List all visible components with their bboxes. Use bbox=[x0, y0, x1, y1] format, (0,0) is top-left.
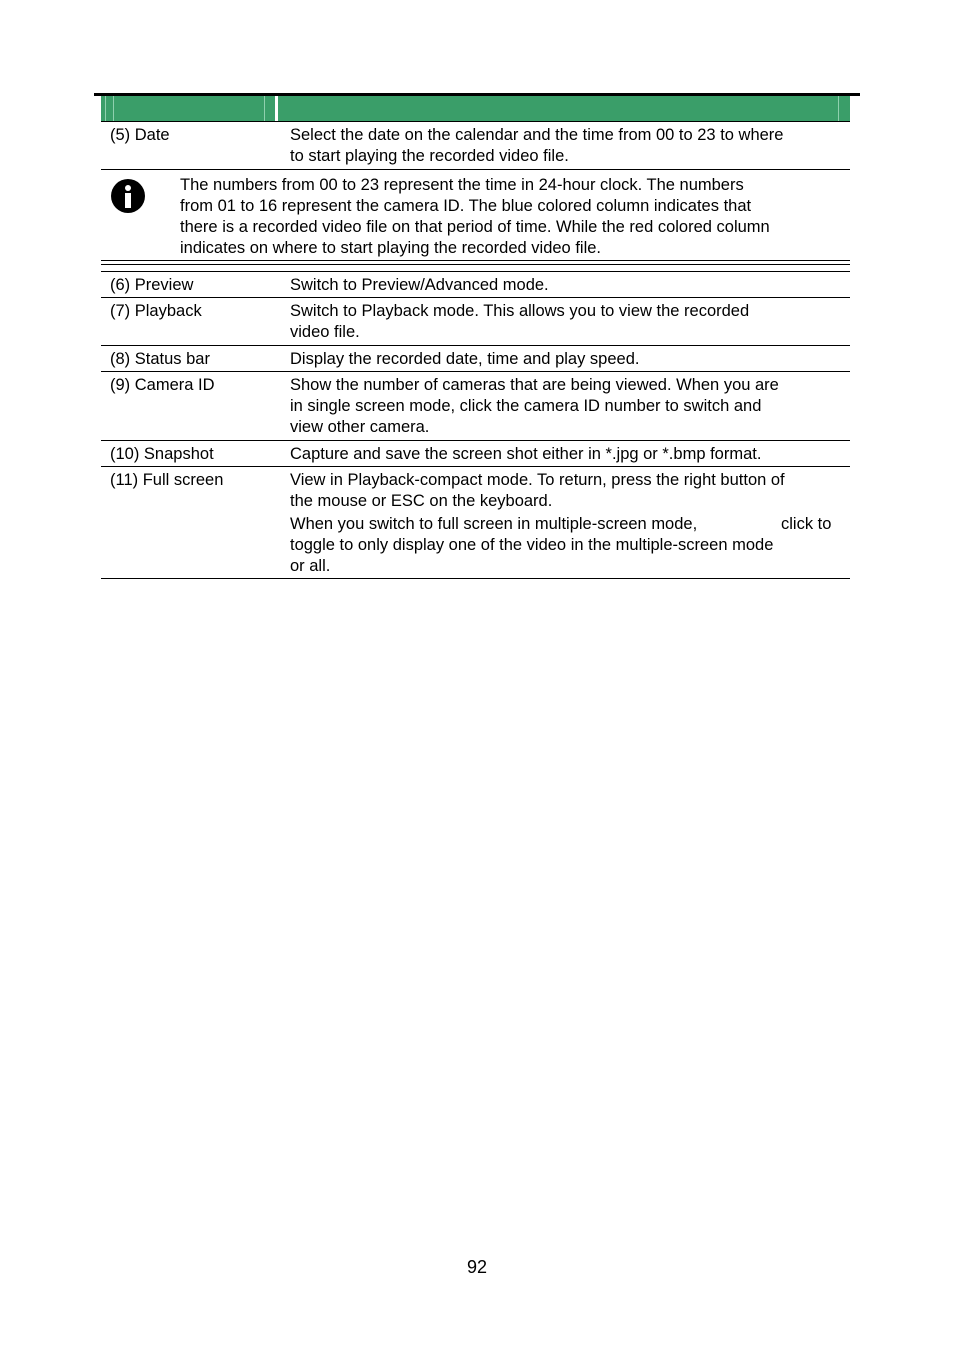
row-desc-snapshot bbox=[290, 444, 842, 465]
row-label-snapshot: (10) Snapshot bbox=[110, 445, 214, 463]
header-column-divider bbox=[275, 96, 278, 121]
row-divider bbox=[101, 169, 850, 170]
desc-line: in single screen mode, click the camera ID number to switch and bbox=[290, 397, 762, 415]
desc-line: Capture and save the screen shot either in *.jpg or *.bmp format. bbox=[290, 445, 762, 463]
row-label-full-screen: (11) Full screen bbox=[110, 471, 224, 489]
desc-line: Switch to Preview/Advanced mode. bbox=[290, 276, 549, 294]
desc-line: view other camera. bbox=[290, 418, 430, 436]
desc-line: Select the date on the calendar and the time from 00 to 23 to where bbox=[290, 126, 784, 144]
header-divider bbox=[113, 96, 114, 121]
header-divider bbox=[264, 96, 265, 121]
note-text bbox=[180, 175, 845, 259]
row-label-date: (5) Date bbox=[110, 126, 170, 144]
row-label-playback: (7) Playback bbox=[110, 302, 202, 320]
desc-line: Display the recorded date, time and play speed. bbox=[290, 350, 640, 368]
desc-line: to start playing the recorded video file. bbox=[290, 147, 569, 165]
info-icon-stem bbox=[125, 193, 131, 208]
row-desc-preview bbox=[290, 275, 842, 296]
row-divider bbox=[101, 440, 850, 441]
desc-line: or all. bbox=[290, 557, 331, 575]
info-icon-dot bbox=[125, 185, 131, 191]
row-label-preview: (6) Preview bbox=[110, 276, 194, 294]
header-divider bbox=[105, 96, 106, 121]
note-line: from 01 to 16 represent the camera ID. The blue colored column indicates that bbox=[180, 197, 752, 215]
desc-line: View in Playback-compact mode. To return, press the right button of bbox=[290, 471, 785, 489]
row-label-camera-id: (9) Camera ID bbox=[110, 376, 215, 394]
table-bottom-rule bbox=[101, 578, 850, 579]
row-divider bbox=[101, 121, 850, 122]
note-line: The numbers from 00 to 23 represent the time in 24-hour clock. The numbers bbox=[180, 176, 744, 194]
header-divider bbox=[838, 96, 839, 121]
row-desc-camera-id bbox=[290, 375, 842, 438]
table-header bbox=[101, 96, 850, 121]
row-desc-full-screen bbox=[290, 470, 842, 577]
row-divider bbox=[101, 345, 850, 346]
row-label-status-bar: (8) Status bar bbox=[110, 350, 210, 368]
desc-line-with-icon-gap bbox=[290, 514, 842, 535]
row-desc-playback bbox=[290, 301, 842, 343]
desc-line: video file. bbox=[290, 323, 360, 341]
row-divider bbox=[101, 297, 850, 298]
desc-line: When you switch to full screen in multiple-screen mode, bbox=[290, 515, 698, 533]
row-desc-status-bar bbox=[290, 349, 842, 370]
info-icon bbox=[111, 179, 145, 213]
desc-line: Switch to Playback mode. This allows you to view the recorded bbox=[290, 302, 750, 320]
desc-line: Show the number of cameras that are being viewed. When you are bbox=[290, 376, 779, 394]
row-divider bbox=[101, 371, 850, 372]
note-line: there is a recorded video file on that period of time. While the red colored column bbox=[180, 218, 770, 236]
row-divider bbox=[101, 271, 850, 272]
page-number: 92 bbox=[466, 1257, 488, 1277]
desc-line-end: click to bbox=[781, 515, 832, 533]
note-line: indicates on where to start playing the recorded video file. bbox=[180, 239, 601, 257]
row-desc-date bbox=[290, 125, 842, 167]
row-divider bbox=[101, 466, 850, 467]
note-divider bbox=[101, 264, 850, 265]
desc-line: the mouse or ESC on the keyboard. bbox=[290, 492, 553, 510]
desc-line: toggle to only display one of the video in the multiple-screen mode bbox=[290, 536, 774, 554]
note-divider bbox=[101, 260, 850, 261]
